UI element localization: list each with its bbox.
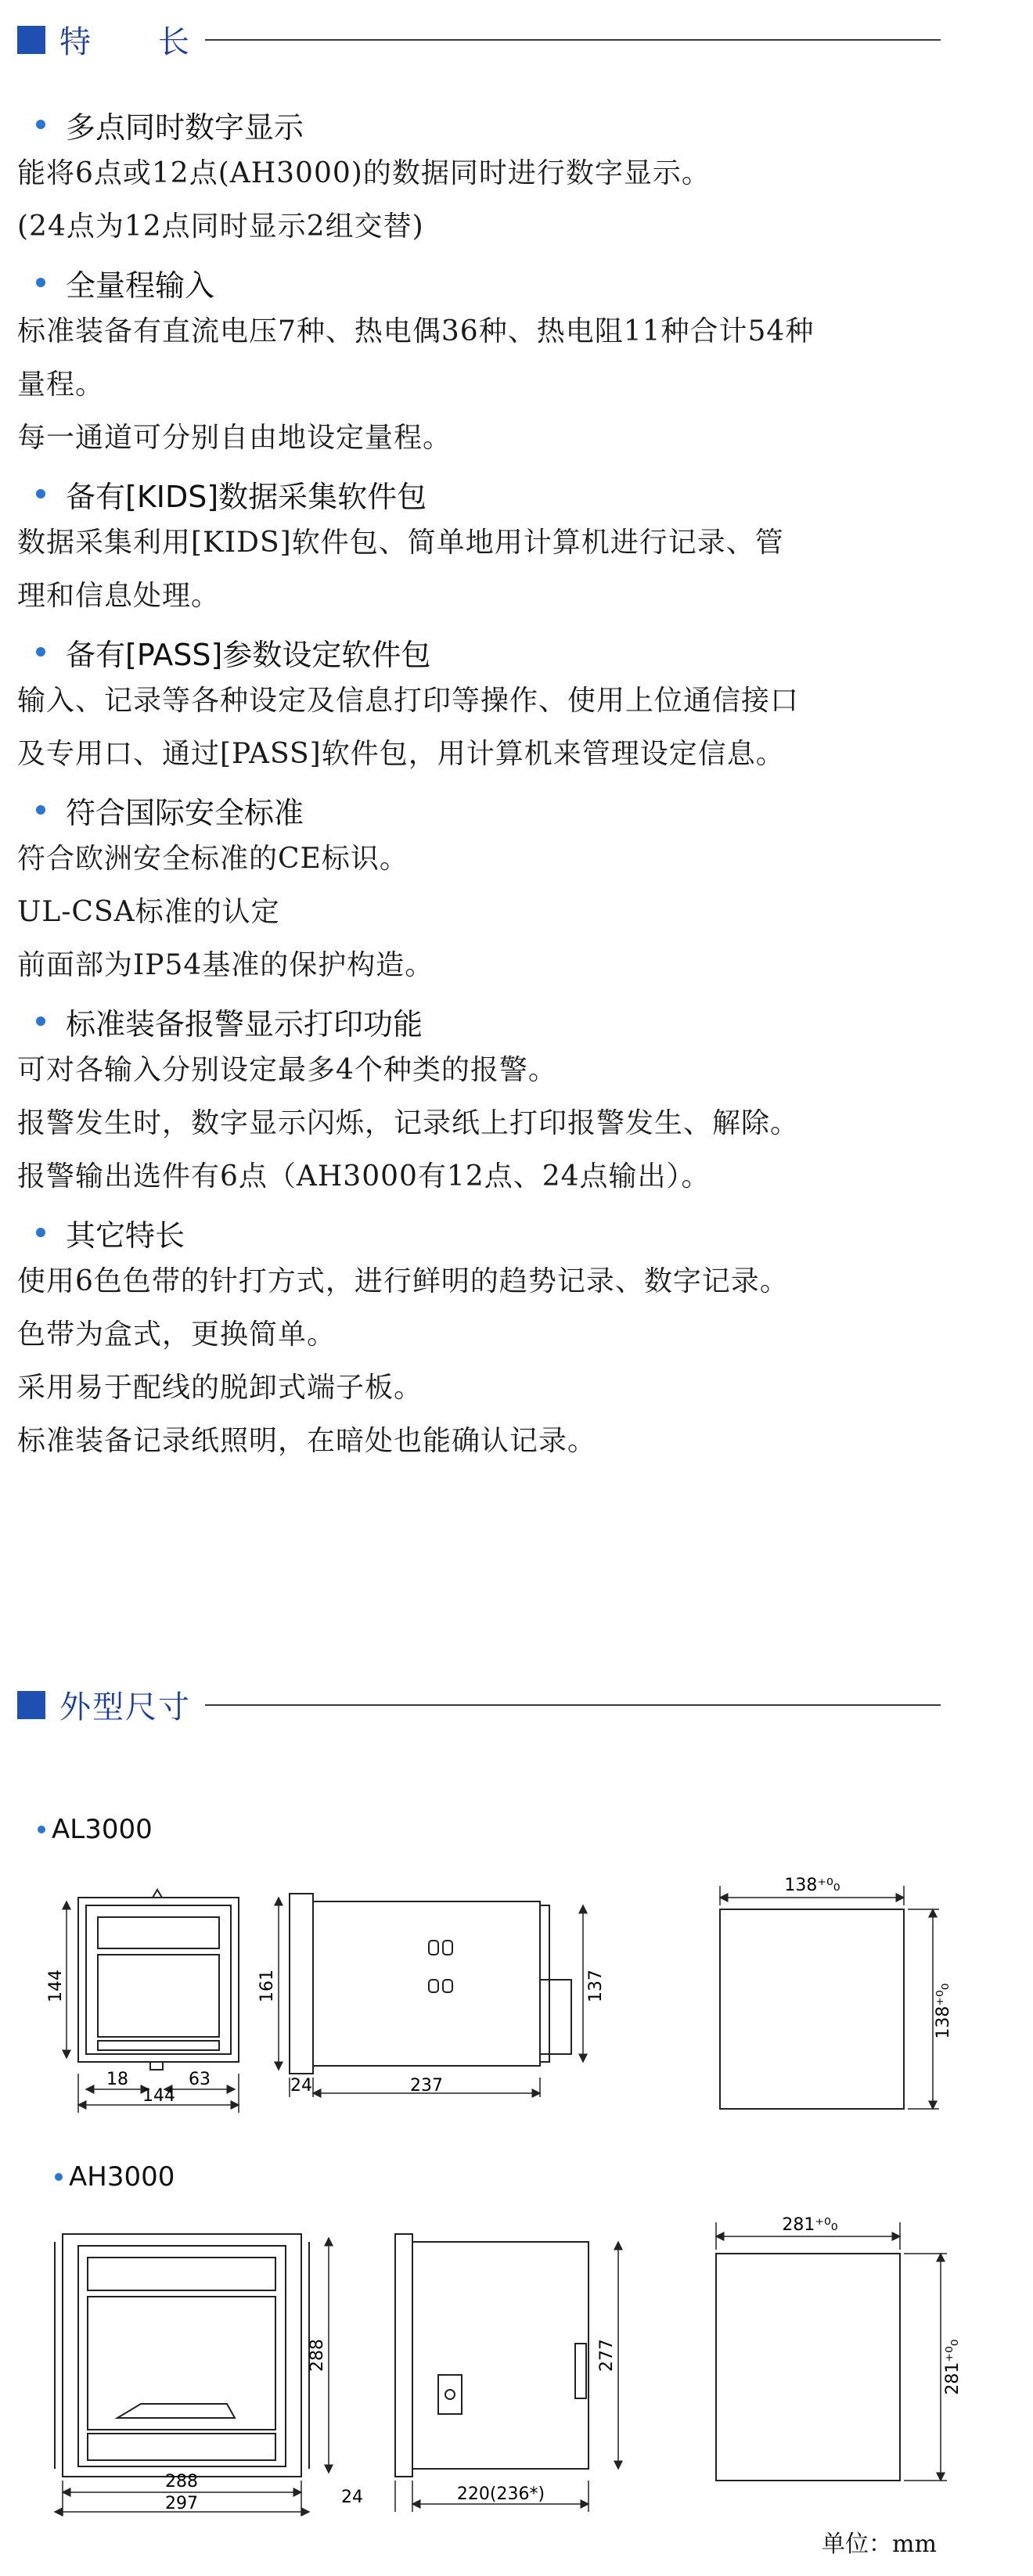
bullet-dot-icon	[36, 647, 45, 657]
feature-text-line: UL-CSA标准的认定	[17, 896, 280, 928]
dim-label: 18	[106, 2070, 128, 2089]
bullet-dot-icon	[36, 805, 45, 815]
dim-label: 297	[165, 2494, 198, 2513]
al3000-panel-cutout	[720, 1909, 904, 2109]
dim-label: 288	[165, 2472, 198, 2491]
dim-label: 237	[410, 2076, 443, 2096]
dim-label: 144	[142, 2086, 175, 2106]
al3000-drawings	[0, 1862, 1033, 2144]
feature-item	[17, 471, 1003, 623]
feature-text-line: 输入、记录等各种设定及信息打印等操作、使用上位通信接口	[17, 685, 800, 717]
bullet-dot-icon	[36, 1228, 45, 1237]
bullet-dot-icon	[38, 1826, 45, 1833]
feature-title	[17, 998, 1003, 1044]
feature-text-line: 能将6点或12点(AH3000)的数据同时进行数字显示。	[17, 157, 711, 189]
feature-title-text: 备有[PASS]参数设定软件包	[66, 637, 431, 672]
feature-title	[17, 260, 1003, 305]
features-title: 特 长	[59, 24, 191, 60]
feature-text-line: 使用6色色带的针打方式，进行鲜明的趋势记录、数字记录。	[17, 1265, 789, 1297]
ah3000-panel-cutout	[716, 2254, 900, 2481]
header-rule	[205, 39, 941, 41]
bullet-dot-icon	[36, 1016, 45, 1026]
dim-label: 137	[586, 1970, 606, 2002]
bullet-dot-icon	[36, 278, 45, 287]
feature-text-line: 报警发生时，数字显示闪烁，记录纸上打印报警发生、解除。	[17, 1107, 800, 1139]
dim-label: 138⁺⁰₀	[784, 1876, 840, 1895]
dim-label: 138⁺⁰₀	[934, 1983, 953, 2039]
features-header	[17, 17, 941, 62]
feature-title	[17, 629, 1003, 675]
dim-label: 24	[341, 2488, 363, 2507]
feature-text-line: 标准装备有直流电压7种、热电偶36种、热电阻11种合计54种	[17, 315, 815, 347]
feature-text-line: 每一通道可分别自由地设定量程。	[17, 422, 452, 454]
dim-label: 220(236*)	[456, 2484, 545, 2504]
feature-text-line: 前面部为IP54基准的保护构造。	[17, 949, 434, 981]
bullet-dot-icon	[55, 2173, 63, 2181]
feature-item	[17, 629, 1003, 781]
feature-title	[17, 787, 1003, 833]
dim-label: 277	[597, 2339, 617, 2372]
dim-label: 144	[46, 1970, 66, 2002]
feature-text-line: 符合欧洲安全标准的CE标识。	[17, 843, 409, 875]
dim-label: 288	[308, 2339, 327, 2372]
section-square-icon	[17, 26, 45, 54]
feature-item	[17, 787, 1003, 992]
feature-text-line: 报警输出选件有6点（AH3000有12点、24点输出）。	[17, 1160, 711, 1193]
feature-title-text: 其它特长	[66, 1218, 185, 1253]
feature-title	[17, 471, 1003, 516]
dim-label: 281⁺⁰₀	[782, 2215, 838, 2235]
dim-label: 24	[290, 2076, 312, 2096]
model-label-al3000	[38, 1814, 153, 1845]
ah3000-drawings	[0, 2199, 1033, 2527]
ah3000-front-view	[55, 2234, 309, 2477]
feature-text-line: 量程。	[17, 369, 105, 401]
unit-label: 单位：mm	[822, 2531, 937, 2558]
feature-title-text: 符合国际安全标准	[66, 795, 304, 830]
dim-label: 161	[257, 1970, 277, 2002]
feature-text-line: 及专用口、通过[PASS]软件包，用计算机来管理设定信息。	[17, 738, 785, 770]
ah3000-side-view	[395, 2234, 588, 2477]
feature-title-text: 标准装备报警显示打印功能	[66, 1006, 423, 1042]
dimensions-header	[17, 1682, 941, 1727]
header-rule	[205, 1704, 941, 1706]
bullet-dot-icon	[36, 489, 45, 498]
model-name: AH3000	[69, 2161, 175, 2193]
feature-item	[17, 1210, 1003, 1468]
feature-title	[17, 102, 1003, 147]
bullet-dot-icon	[36, 120, 45, 129]
feature-item	[17, 998, 1003, 1203]
feature-text-line: 标准装备记录纸照明，在暗处也能确认记录。	[17, 1425, 597, 1457]
dim-label: 63	[189, 2070, 211, 2089]
feature-item	[17, 260, 1003, 465]
feature-item	[17, 102, 1003, 254]
feature-text-line: 可对各输入分别设定最多4个种类的报警。	[17, 1054, 557, 1086]
feature-title	[17, 1210, 1003, 1255]
feature-text-line: (24点为12点同时显示2组交替)	[17, 210, 424, 243]
feature-title-text: 多点同时数字显示	[66, 110, 304, 145]
dimensions-title: 外型尺寸	[59, 1689, 191, 1725]
al3000-side-view	[290, 1894, 571, 2074]
model-name: AL3000	[52, 1814, 153, 1845]
model-label-ah3000	[55, 2161, 175, 2193]
feature-text-line: 采用易于配线的脱卸式端子板。	[17, 1372, 423, 1404]
features-list	[17, 102, 1003, 1474]
feature-text-line: 色带为盒式，更换简单。	[17, 1319, 337, 1351]
al3000-front-view	[78, 1890, 239, 2070]
feature-text-line: 数据采集利用[KIDS]软件包、简单地用计算机进行记录、管	[17, 527, 784, 559]
feature-text-line: 理和信息处理。	[17, 580, 221, 612]
feature-title-text: 备有[KIDS]数据采集软件包	[66, 479, 427, 514]
section-square-icon	[17, 1691, 45, 1719]
feature-title-text: 全量程输入	[66, 268, 215, 303]
dim-label: 281⁺⁰₀	[943, 2339, 963, 2395]
